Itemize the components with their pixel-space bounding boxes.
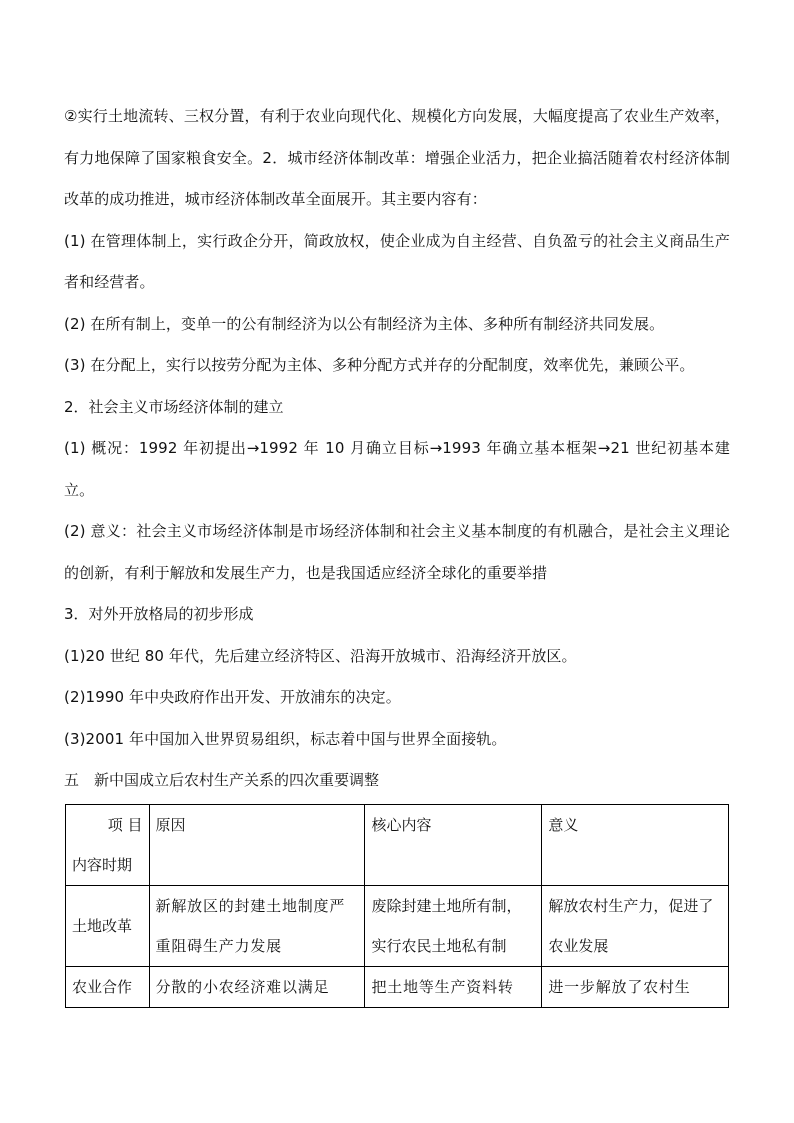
header-corner-top: 项 目 — [107, 816, 143, 834]
cell-significance: 解放农村生产力，促进了农业发展 — [542, 886, 729, 967]
heading-market-economy: 2．社会主义市场经济体制的建立 — [64, 397, 284, 416]
cell-content: 废除封建土地所有制，实行农民土地私有制 — [365, 886, 542, 967]
paragraph-significance: (2) 意义：社会主义市场经济体制是市场经济体制和社会主义基本制度的有机融合，是社会主义理论的创新，有利于解放和发展生产力，也是我国适应经济全球化的重要举措 — [64, 522, 730, 582]
header-reason: 原因 — [149, 805, 365, 886]
cell-reason: 新解放区的封建土地制度严重阻碍生产力发展 — [149, 886, 365, 967]
header-corner-bottom: 内容时期 — [72, 856, 133, 874]
paragraph-land-transfer: ②实行土地流转、三权分置，有利于农业向现代化、规模化方向发展，大幅度提高了农业生产效率，有力地保障了国家粮食安全。2．城市经济体制改革：增强企业活力，把企业搞活随着农村经济体制改革的成功推进，城市经济体制改革全面展开。其主要内容有： — [64, 107, 730, 208]
paragraph-wto: (3)2001 年中国加入世界贸易组织，标志着中国与世界全面接轨。 — [64, 729, 507, 748]
cell-reason: 分散的小农经济难以满足 — [149, 967, 365, 1008]
section-title: 五 新中国成立后农村生产关系的四次重要调整 — [64, 771, 380, 789]
header-corner-cell — [66, 805, 150, 886]
paragraph-pudong: (2)1990 年中央政府作出开发、开放浦东的决定。 — [64, 688, 401, 706]
adjustments-table — [65, 804, 729, 1008]
paragraph-management-system: (1) 在管理体制上，实行政企分开，简政放权，使企业成为自主经营、自负盈亏的社会主义商品生产者和经营者。 — [64, 231, 730, 291]
paragraph-special-zones: (1)20 世纪 80 年代，先后建立经济特区、沿海开放城市、沿海经济开放区。 — [64, 646, 577, 665]
table-header-row — [66, 805, 729, 886]
header-significance: 意义 — [542, 805, 729, 886]
cell-content: 把土地等生产资料转 — [365, 967, 542, 1008]
header-content: 核心内容 — [365, 805, 542, 886]
table-row — [66, 886, 729, 967]
document-body — [64, 96, 730, 802]
cell-significance: 进一步解放了农村生 — [542, 967, 729, 1008]
cell-period: 土地改革 — [66, 886, 150, 967]
paragraph-overview: (1) 概况：1992 年初提出→1992 年 10 月确立目标→1993 年确立基本框架→21 世纪初基本建立。 — [64, 439, 730, 499]
heading-opening-up: 3．对外开放格局的初步形成 — [64, 605, 254, 623]
table-row — [66, 967, 729, 1008]
cell-period: 农业合作 — [66, 967, 150, 1008]
paragraph-distribution: (3) 在分配上，实行以按劳分配为主体、多种分配方式并存的分配制度，效率优先，兼顾公平。 — [64, 356, 695, 374]
paragraph-ownership: (2) 在所有制上，变单一的公有制经济为以公有制经济为主体、多种所有制经济共同发展。 — [64, 314, 665, 333]
